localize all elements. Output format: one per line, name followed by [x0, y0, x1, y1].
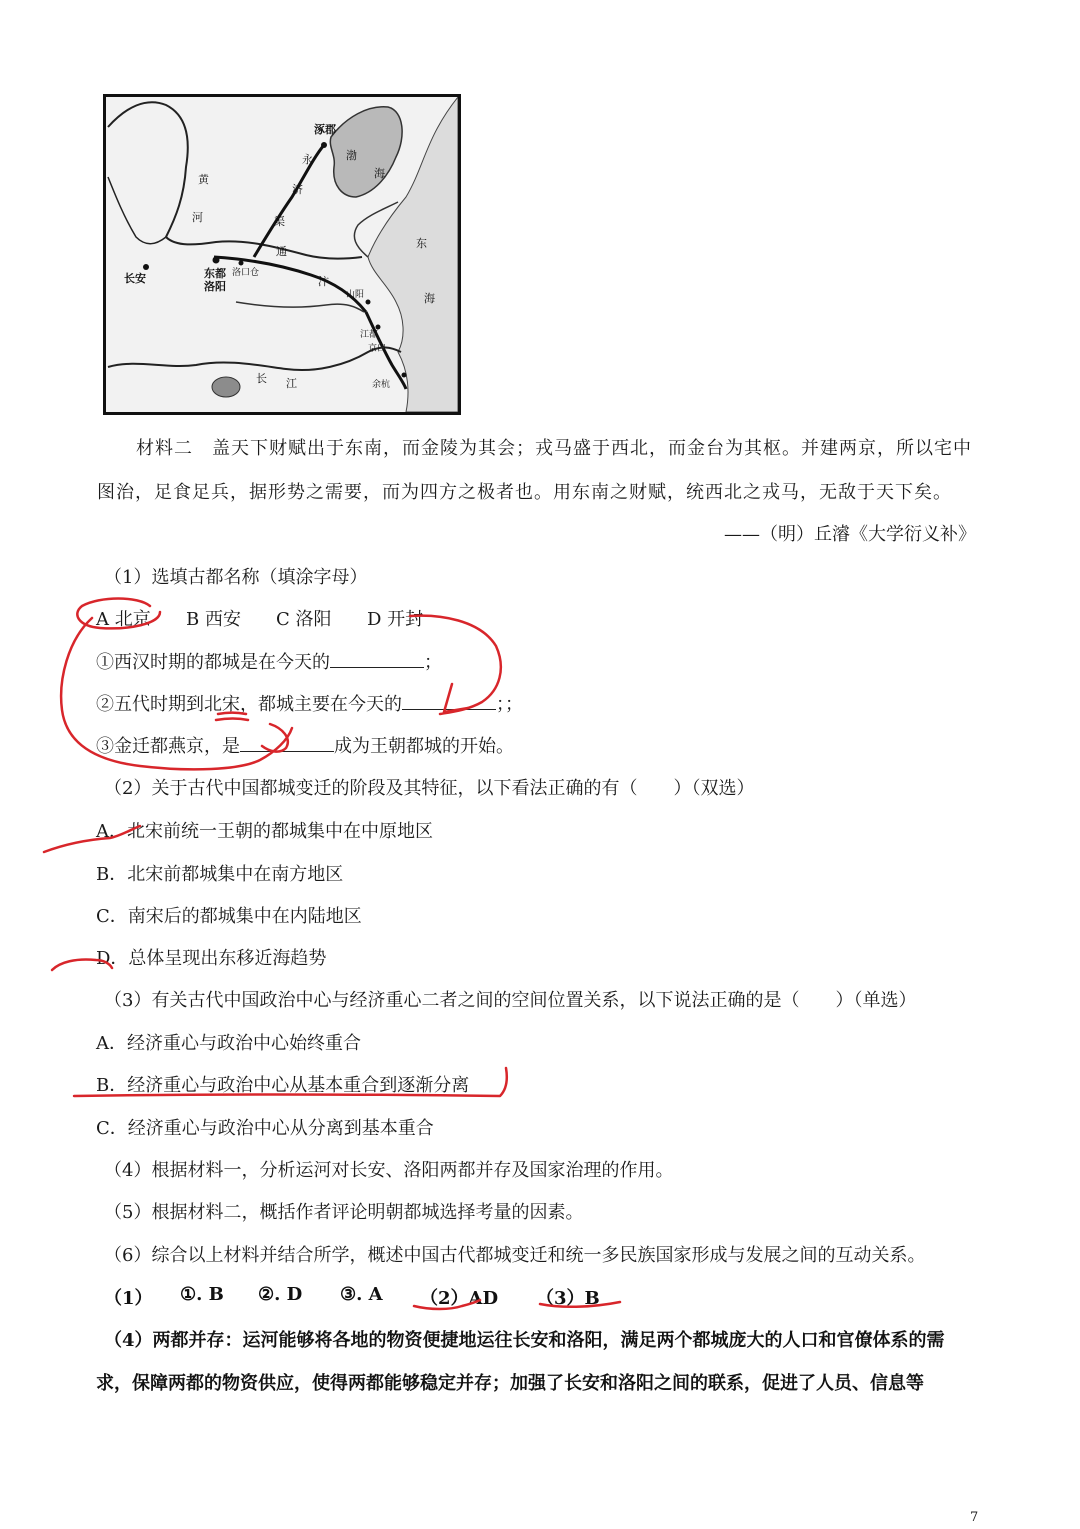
- map-label-qu: 渠: [274, 216, 285, 228]
- answer-1-2: ②. D: [258, 1284, 303, 1305]
- q1-item1-blank[interactable]: [330, 651, 424, 668]
- q1-option-d[interactable]: D 开封: [367, 609, 424, 630]
- map-label-dong: 东: [416, 238, 427, 250]
- q1-option-b[interactable]: B 西安: [186, 609, 241, 630]
- answer-4-line1: （4）两都并存：运河能够将各地的物资便捷地运往长安和洛阳，满足两个都城庞大的人口和官僚体系的需: [104, 1330, 945, 1351]
- luoyang-city: [213, 257, 220, 264]
- canal-map: [103, 94, 461, 415]
- huai-river: [236, 302, 364, 312]
- q2-option-a[interactable]: A．北宋前统一王朝的都城集中在中原地区: [96, 821, 433, 842]
- q1-item2-text: ②五代时期到北宋，都城主要在今天的: [96, 694, 402, 715]
- map-label-hai: 海: [424, 293, 435, 305]
- q2-option-c[interactable]: C．南宋后的都城集中在内陆地区: [96, 906, 362, 927]
- dongting-lake: [212, 377, 240, 397]
- yongji-canal: [254, 145, 324, 257]
- q1-item1-end: ；: [424, 652, 442, 673]
- map-label-huang: 黄: [198, 174, 209, 186]
- map-label-bian: 汴: [318, 276, 329, 288]
- zhuojun-city: [321, 142, 327, 148]
- map-label-tong: 通: [276, 246, 287, 258]
- map-label-jiangdu: 江都: [360, 329, 379, 339]
- answer-3: （3）B: [536, 1288, 600, 1309]
- q3-stem: （3）有关古代中国政治中心与经济重心二者之间的空间位置关系，以下说法正确的是（ ）（单选）: [104, 990, 917, 1011]
- q3-option-b[interactable]: B．经济重心与政治中心从基本重合到逐渐分离: [96, 1075, 470, 1096]
- changan-city: [143, 264, 149, 270]
- answer-1-label: （1）: [104, 1288, 153, 1309]
- shanyang-city: [366, 300, 371, 305]
- luokoucang-dot: [239, 261, 244, 266]
- q1-item2-blank[interactable]: [402, 693, 496, 710]
- material2-line2: 图治，足食足兵，据形势之需要，而为四方之极者也。用东南之财赋，统西北之戎马，无敌于天下矣。: [97, 482, 952, 503]
- map-label-luoyang: 洛阳: [204, 281, 226, 293]
- q1-option-c[interactable]: C 洛阳: [276, 609, 332, 630]
- map-label-changan: 长安: [124, 273, 146, 285]
- map-label-yong: 永: [302, 154, 313, 166]
- answer-2: （2）AD: [420, 1288, 499, 1309]
- map-label-luokoucang: 洛口仓: [232, 267, 260, 277]
- answer-1-3: ③. A: [340, 1284, 383, 1305]
- q1-item3: [96, 732, 514, 758]
- q3-option-c[interactable]: C．经济重心与政治中心从分离到基本重合: [96, 1118, 434, 1139]
- map-label-bohai: 渤: [346, 150, 357, 162]
- map-label-zhuojun: 涿郡: [314, 124, 336, 136]
- q1-item2: [96, 690, 523, 716]
- map-label-jiang: 江: [286, 378, 297, 390]
- yuhang-city: [402, 373, 407, 378]
- yangtze-river: [108, 347, 401, 370]
- q1-item3-text: ③金迁都燕京，是: [96, 736, 240, 757]
- q1-item2-end: ；；: [496, 694, 523, 715]
- answer-4-line2: 求，保障两都的物资供应，使得两都能够稳定并存；加强了长安和洛阳之间的联系，促进了人员、信息等: [96, 1373, 924, 1394]
- q1-item3-blank[interactable]: [240, 735, 334, 752]
- answer-1-1: ①. B: [180, 1284, 224, 1305]
- q2-option-b[interactable]: B．北宋前都城集中在南方地区: [96, 864, 344, 885]
- map-label-shanyang: 山阳: [346, 289, 365, 299]
- q1-item1: [96, 648, 442, 674]
- yellow-river-upper: [108, 177, 166, 244]
- map-label-yuhang: 余杭: [372, 379, 391, 389]
- q1-item1-text: ①西汉时期的都城是在今天的: [96, 652, 330, 673]
- map-label-ji: 济: [292, 184, 303, 196]
- map-label-jingkou: 京口: [368, 343, 387, 353]
- q5-stem: （5）根据材料二，概括作者评论明朝都城选择考量的因素。: [104, 1202, 584, 1223]
- canal-map-drawing: [106, 97, 458, 412]
- bohai-sea: [330, 107, 402, 197]
- map-label-chang: 长: [256, 373, 267, 385]
- q1-item3-end: 成为王朝都城的开始。: [334, 736, 514, 757]
- q2-option-d[interactable]: D．总体呈现出东移近海趋势: [96, 948, 327, 969]
- map-label-he: 河: [192, 212, 203, 224]
- q6-stem: （6）综合以上材料并结合所学，概述中国古代都城变迁和统一多民族国家形成与发展之间的互动关系。: [104, 1245, 926, 1266]
- map-label-dongdu: 东都: [204, 268, 226, 280]
- q2-stem: （2）关于古代中国都城变迁的阶段及其特征，以下看法正确的有（ ）（双选）: [104, 778, 755, 799]
- q3-option-a[interactable]: A．经济重心与政治中心始终重合: [96, 1033, 361, 1054]
- page-number: 7: [970, 1510, 979, 1525]
- q1-stem: （1）选填古都名称（填涂字母）: [104, 567, 368, 588]
- q4-stem: （4）根据材料一，分析运河对长安、洛阳两都并存及国家治理的作用。: [104, 1160, 674, 1181]
- map-label-bohai2: 海: [374, 168, 385, 180]
- q1-option-a[interactable]: A 北京: [96, 609, 151, 630]
- material2-line1: 材料二 盖天下财赋出于东南，而金陵为其会；戎马盛于西北，而金台为其枢。并建两京，所以宅中: [136, 438, 972, 459]
- material2-source: ——（明）丘濬《大学衍义补》: [724, 524, 976, 545]
